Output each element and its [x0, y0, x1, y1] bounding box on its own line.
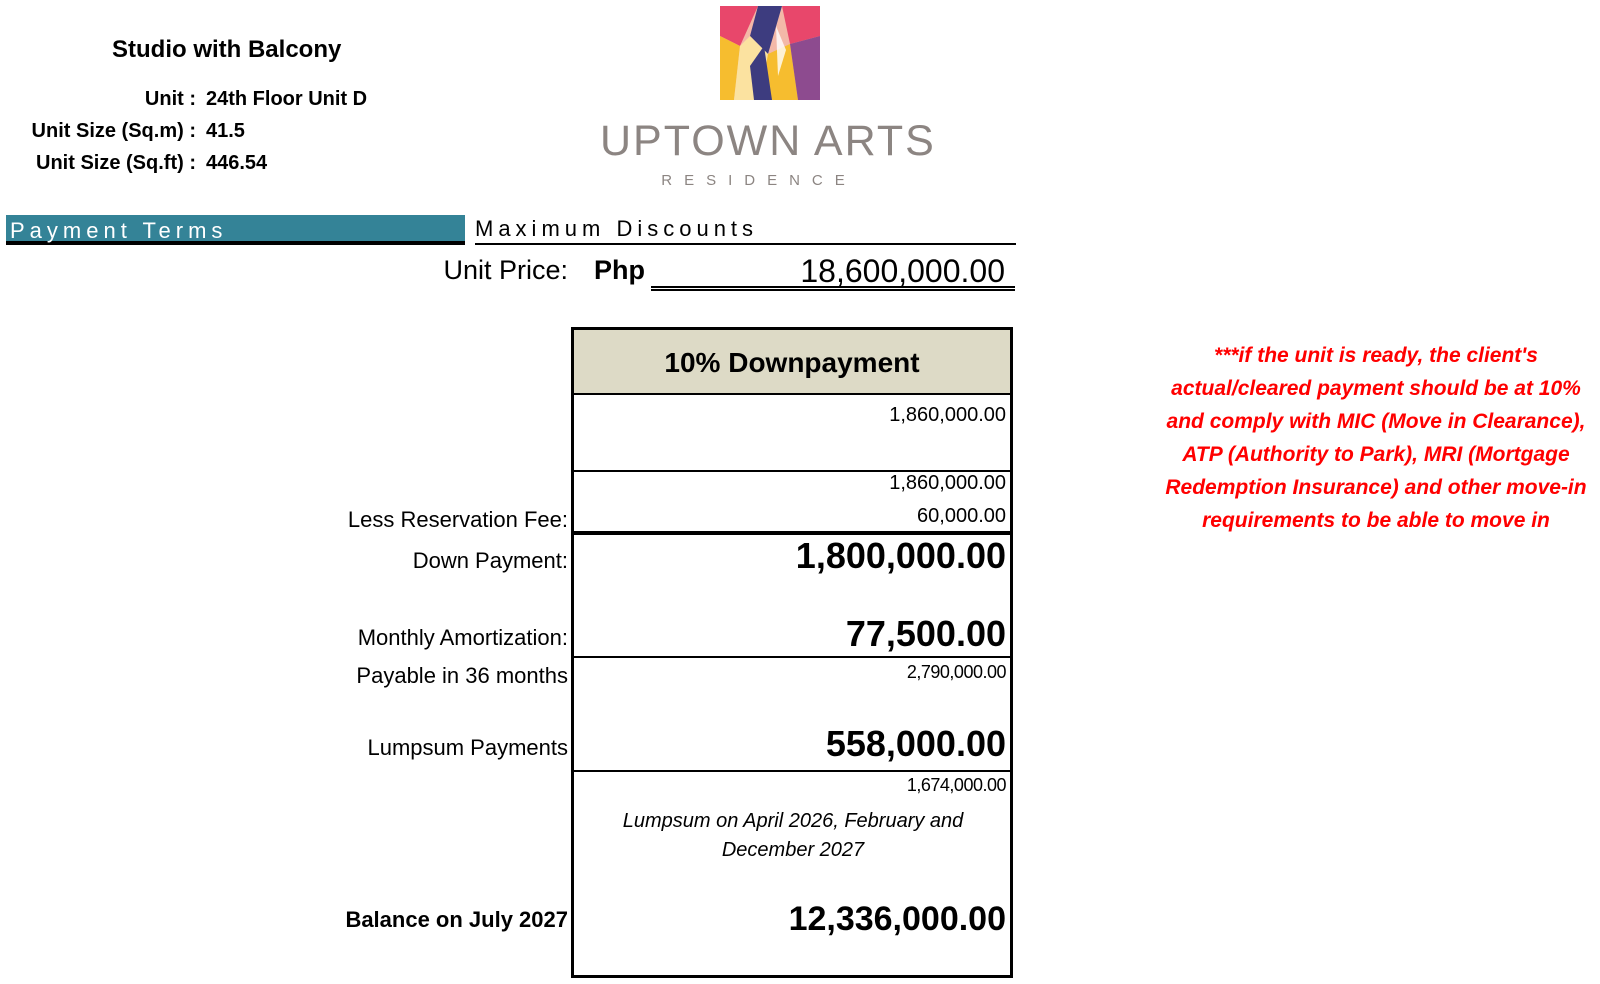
- lumpsum-schedule-note: Lumpsum on April 2026, February and December 2027: [622, 810, 964, 861]
- divider: [574, 770, 1010, 772]
- down-payment-label: Down Payment:: [412, 548, 568, 573]
- unit-info-row: [10, 88, 410, 114]
- unit-size-sqm-row: [10, 120, 410, 146]
- divider: [574, 656, 1010, 658]
- logo-wordmark: UPTOWN ARTS: [600, 117, 936, 165]
- uptown-arts-logo-icon: [720, 6, 820, 100]
- unit-label: Unit :: [144, 88, 196, 110]
- lumpsum-payments-label: Lumpsum Payments: [367, 735, 568, 760]
- unit-size-sqft-row: [10, 152, 410, 178]
- unit-size-sqm-value: 41.5: [206, 120, 245, 142]
- down-payment-value: 1,800,000.00: [795, 535, 1006, 576]
- downpayment-amount-subtotal: 1,860,000.00: [889, 472, 1006, 494]
- payment-terms-bar: Payment Terms: [6, 215, 465, 245]
- move-in-requirements-notice: ***if the unit is ready, the client's actual/cleared payment should be at 10% and comply with MIC (Move in Clearance), ATP (Authority to Park), MRI (Mortgage Redemption Insurance) and other move-in requirements to be able to move in: [1165, 344, 1587, 532]
- unit-size-sqft-value: 446.54: [206, 152, 268, 174]
- monthly-amortization-label: Monthly Amortization:: [357, 625, 568, 650]
- unit-size-sqft-label: Unit Size (Sq.ft) :: [36, 152, 196, 174]
- balance-value: 12,336,000.00: [788, 900, 1006, 938]
- balance-label: Balance on July 2027: [345, 907, 568, 932]
- maximum-discounts-label: Maximum Discounts: [475, 213, 1016, 245]
- reservation-fee-value: 60,000.00: [917, 505, 1006, 527]
- logo-subtitle: RESIDENCE: [661, 172, 857, 189]
- payable-total-value: 2,790,000.00: [906, 662, 1006, 682]
- lumpsum-payment-value: 558,000.00: [825, 723, 1006, 764]
- reservation-fee-label: Less Reservation Fee:: [347, 507, 568, 532]
- unit-value: 24th Floor Unit D: [206, 88, 368, 110]
- unit-title: Studio with Balcony: [112, 36, 342, 63]
- lumpsum-total-value: 1,674,000.00: [906, 775, 1006, 795]
- monthly-amortization-value: 77,500.00: [845, 613, 1006, 654]
- price-currency: Php: [594, 255, 645, 285]
- table-header: 10% Downpayment: [574, 330, 1010, 395]
- unit-price-label: Unit Price:: [443, 255, 568, 285]
- unit-size-sqm-label: Unit Size (Sq.m) :: [31, 120, 196, 142]
- downpayment-amount: 1,860,000.00: [889, 404, 1006, 426]
- unit-price-value: 18,600,000.00: [651, 253, 1015, 291]
- payable-months-label: Payable in 36 months: [356, 663, 568, 688]
